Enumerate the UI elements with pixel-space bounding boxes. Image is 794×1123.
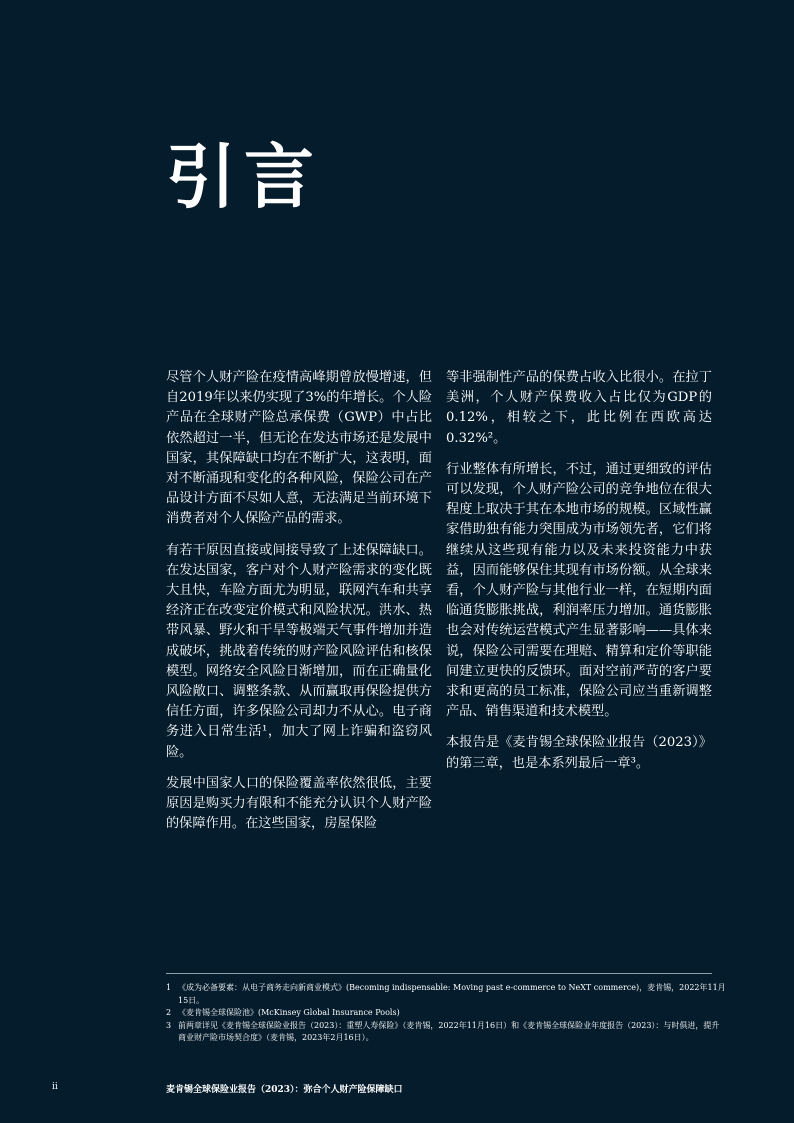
footnote-number: 2 bbox=[166, 1008, 172, 1017]
paragraph: 等非强制性产品的保费占收入比很小。在拉丁美洲，个人财产保费收入占比仅为GDP的0.12%，相较之下，此比例在西欧高达0.32%²。 bbox=[446, 370, 712, 446]
footnote-text: 前两章详见《麦肯锡全球保险业报告（2023）：重塑人寿保险》（麦肯锡，2022年11月16日）和《麦肯锡全球保险业年度报告（2023）：与时俱进，提升商业财产险市场契合度》（麦肯锡，2023年2月16日）。 bbox=[178, 1020, 720, 1042]
footnote-number: 3 bbox=[166, 1020, 172, 1030]
footnote-number: 1 bbox=[166, 983, 172, 992]
paragraph: 发展中国家人口的保险覆盖率依然很低，主要原因是购买力有限和不能充分认识个人财产险的保障作用。在这些国家，房屋保险 bbox=[166, 775, 432, 832]
paragraph: 行业整体有所增长，不过，通过更细致的评估可以发现，个人财产险公司的竞争地位在很大程度上取决于其在本地市场的规模。区域性赢家借助独有能力突围成为市场领先者，它们将继续从这些现有能力以及未来投资能力中获益，因而能够保住其现有市场份额。从全球来看，个人财产险与其他行业一样，在短期内面临通货膨胀挑战，利润率压力增加。通货膨胀也会对传统运营模式产生显著影响——具体来说，保险公司需要在理赔、精算和定价等职能间建立更快的反馈环。面对空前严苛的客户要求和更高的员工标准，保险公司应当重新调整产品、销售渠道和技术模型。 bbox=[446, 461, 712, 720]
footnote-text: 《麦肯锡全球保险池》(McKinsey Global Insurance Pools) bbox=[178, 1008, 400, 1017]
footnote-text: 《成为必备要素：从电子商务走向新商业模式》(Becoming indispensable: Moving past e-commerce to NeXT commerce)，麦肯锡，2022年11月15日。 bbox=[178, 983, 726, 1005]
paragraph: 有若干原因直接或间接导致了上述保障缺口。在发达国家，客户对个人财产险需求的变化既大且快，车险方面尤为明显，联网汽车和共享经济正在改变定价模式和风险状况。洪水、热带风暴、野火和干旱等极端天气事件增加并造成破坏，挑战着传统的财产险风险评估和核保模型。网络安全风险日渐增加，而在正确量化风险敞口、调整条款、从而赢取再保险提供方信任方面，许多保险公司却力不从心。电子商务进入日常生活¹，加大了网上诈骗和盗窃风险。 bbox=[166, 542, 432, 760]
body-column-right bbox=[446, 368, 712, 785]
footnote-divider bbox=[166, 973, 712, 974]
paragraph: 本报告是《麦肯锡全球保险业报告（2023）》的第三章，也是本系列最后一章³。 bbox=[446, 735, 712, 771]
footnote bbox=[166, 1020, 726, 1045]
page-title: 引言 bbox=[166, 135, 322, 218]
footnote bbox=[166, 1007, 726, 1020]
footnotes bbox=[166, 982, 726, 1045]
body-column-left bbox=[166, 368, 432, 845]
footnote bbox=[166, 982, 726, 1007]
paragraph: 尽管个人财产险在疫情高峰期曾放慢增速，但自2019年以来仍实现了3%的年增长。个人险产品在全球财产险总承保费（GWP）中占比依然超过一半，但无论在发达市场还是发展中国家，其保障缺口均在不断扩大，这表明，面对不断涌现和变化的各种风险，保险公司在产品设计方面不尽如人意，无法满足当前环境下消费者对个人保险产品的需求。 bbox=[166, 370, 432, 527]
page-number: ii bbox=[52, 1082, 58, 1092]
running-footer-title: 麦肯锡全球保险业报告（2023）：弥合个人财产险保障缺口 bbox=[166, 1085, 403, 1095]
